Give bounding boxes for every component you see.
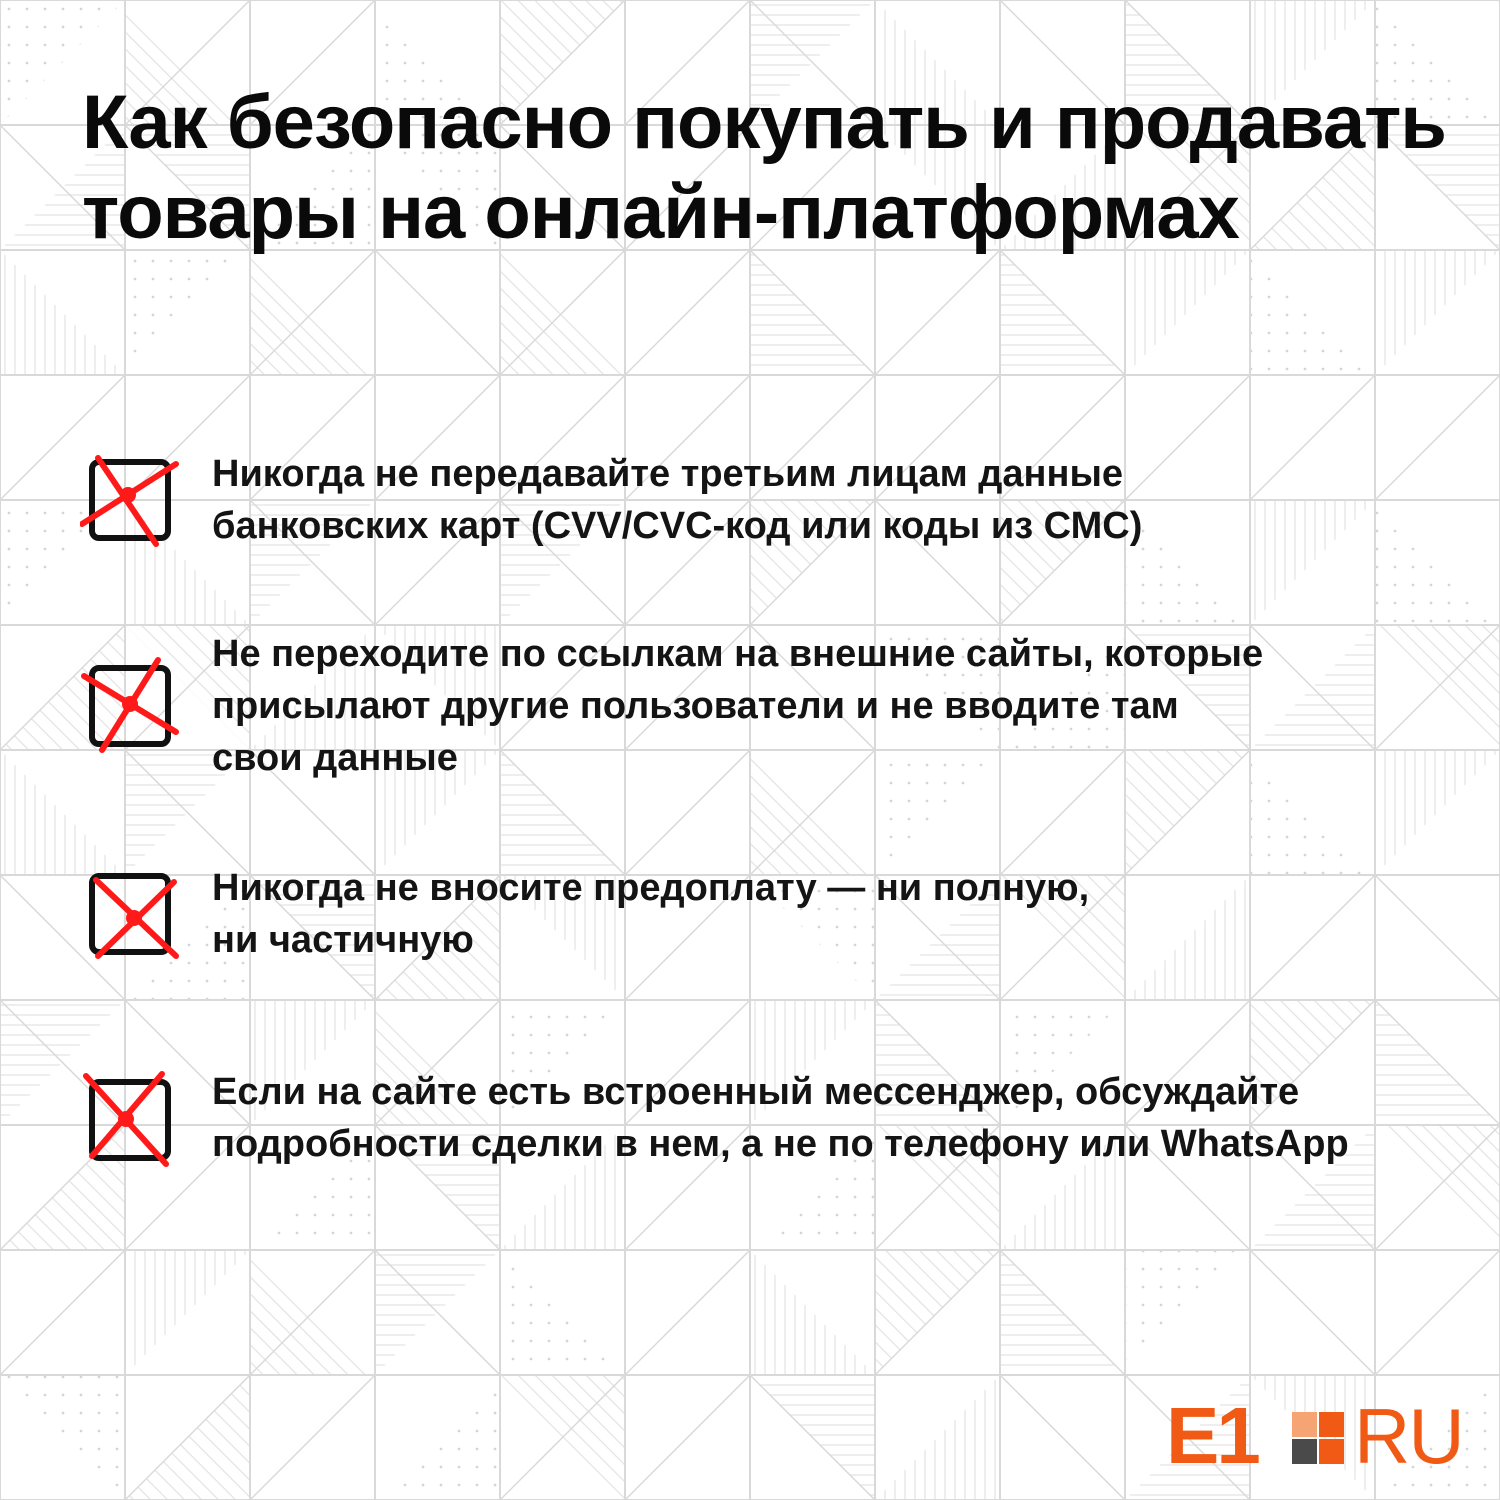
logo-square <box>1292 1412 1317 1437</box>
pattern-fill <box>875 1375 1000 1500</box>
rule-line: Не переходите по ссылкам на внешние сайты, которые <box>212 633 1264 675</box>
logo-square <box>1319 1439 1344 1464</box>
rule-text <box>212 862 1482 966</box>
grid-diagonal <box>1250 1250 1375 1375</box>
grid-diagonal <box>625 250 750 375</box>
pattern-fill <box>1375 250 1500 375</box>
rule-text <box>212 448 1482 552</box>
e1-logo[interactable] <box>1166 1391 1463 1480</box>
title-line: Как безопасно покупать и продавать <box>82 80 1447 165</box>
title-line: товары на онлайн-платформах <box>82 170 1239 255</box>
grid-diagonal <box>875 250 1000 375</box>
pattern-fill <box>1250 250 1375 375</box>
pattern-fill <box>375 1375 500 1500</box>
crossed-checkbox-icon <box>80 864 180 964</box>
pattern-fill <box>0 1375 125 1500</box>
rule-line: подробности сделки в нем, а не по телефону или WhatsApp <box>212 1123 1349 1165</box>
pattern-fill <box>0 750 125 875</box>
pattern-fill <box>0 250 125 375</box>
rule-line: Если на сайте есть встроенный мессенджер, обсуждайте <box>212 1071 1300 1113</box>
rule-line: Никогда не вносите предоплату — ни полную, <box>212 867 1090 909</box>
rule-line: ни частичную <box>212 919 474 961</box>
crossed-checkbox-icon <box>80 1070 180 1170</box>
crossed-checkbox-icon <box>80 656 180 756</box>
pattern-fill <box>1125 1250 1250 1375</box>
rule-text <box>212 628 1482 784</box>
grid-diagonal <box>1000 1375 1125 1500</box>
pattern-fill <box>500 1250 625 1375</box>
rule-line: присылают другие пользователи и не вводите там <box>212 685 1179 727</box>
pattern-fill <box>1125 250 1250 375</box>
grid-diagonal <box>1375 1250 1500 1375</box>
rule-line: Никогда не передавайте третьим лицам данные <box>212 453 1124 495</box>
grid-diagonal <box>625 1250 750 1375</box>
logo-square <box>1319 1412 1344 1437</box>
grid-diagonal <box>625 1375 750 1500</box>
pattern-fill <box>125 250 250 375</box>
crossed-checkbox-icon <box>80 450 180 550</box>
rule-line: свои данные <box>212 737 458 779</box>
grid-diagonal <box>0 1250 125 1375</box>
logo-main: E1 <box>1166 1391 1258 1480</box>
pattern-fill <box>750 1250 875 1375</box>
page-title <box>82 78 1462 258</box>
logo-suffix: RU <box>1354 1392 1463 1480</box>
rule-line: банковских карт (CVV/CVC-код или коды из СМС) <box>212 505 1143 547</box>
grid-diagonal <box>250 1375 375 1500</box>
grid-diagonal <box>375 250 500 375</box>
pattern-fill <box>125 1250 250 1375</box>
logo-square <box>1292 1439 1317 1464</box>
rule-text <box>212 1066 1482 1170</box>
